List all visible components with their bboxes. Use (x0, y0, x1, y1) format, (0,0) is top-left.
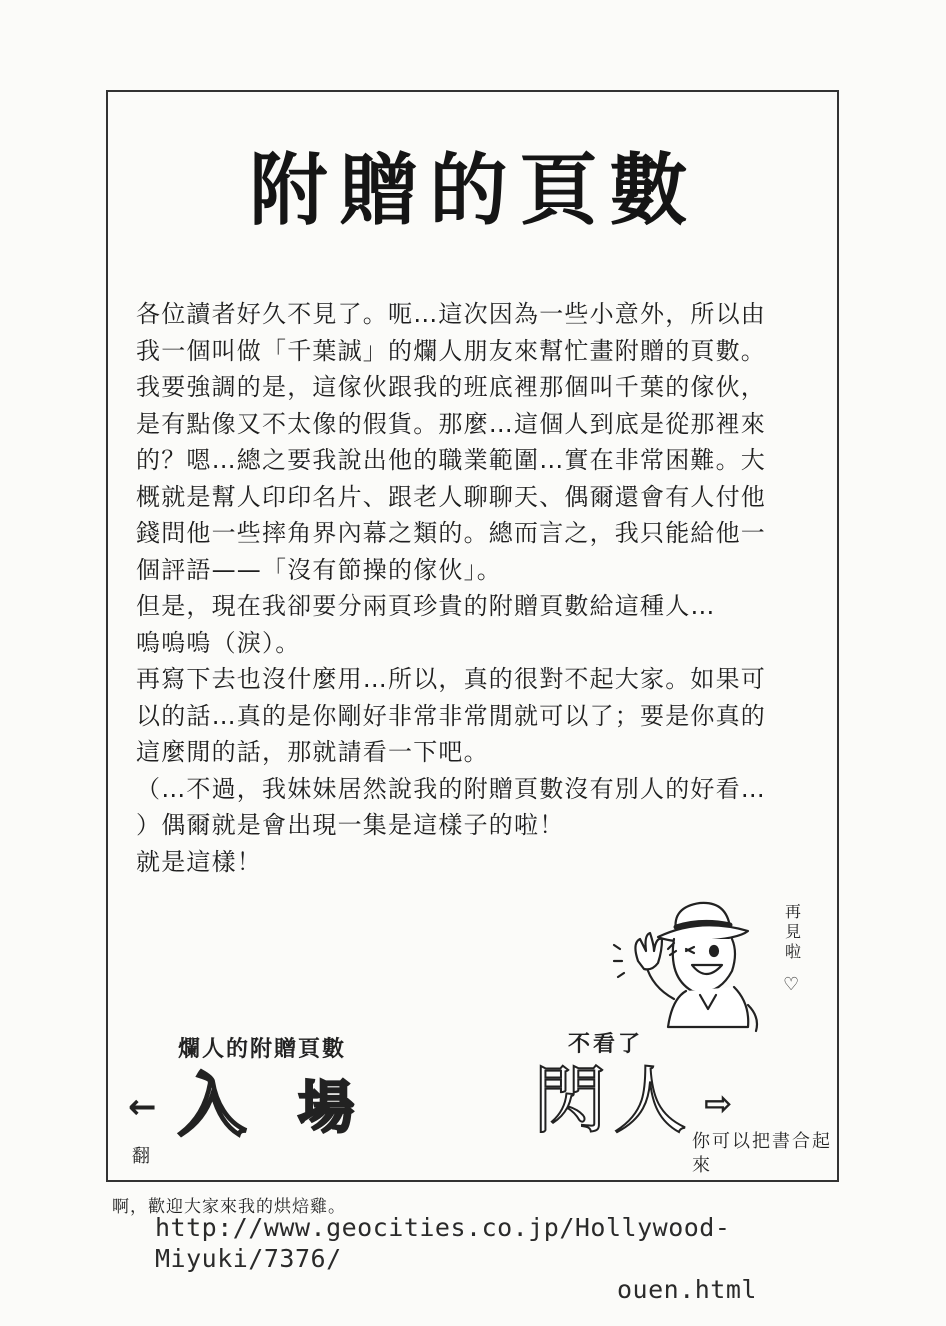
speech-char: 啦 (784, 942, 801, 961)
url-line-2[interactable]: ouen.html (617, 1275, 757, 1304)
url-line-1[interactable]: http://www.geocities.co.jp/Hollywood-Miyuki/7376/ (155, 1213, 731, 1273)
speech-char: 再 (784, 902, 801, 921)
body-line: 嗚嗚嗚（淚）。 (136, 628, 301, 657)
page-title: 附贈的頁數 (249, 145, 700, 236)
body-line: 我一個叫做「千葉誠」的爛人朋友來幫忙畫附贈的頁數。 (136, 336, 766, 365)
footer-note: 啊，歡迎大家來我的烘焙雞。 (112, 1197, 346, 1217)
speech-char: 見 (784, 922, 801, 941)
page-frame (106, 90, 839, 1182)
body-line: 各位讀者好久不見了。呃…這次因為一些小意外，所以由 (136, 300, 766, 328)
leave-option-char-2[interactable]: 人 (613, 1058, 687, 1144)
body-line: 以的話…真的是你剛好非常非常閒就可以了；要是你真的 (136, 701, 766, 730)
body-line: 這麼閒的話，那就請看一下吧。 (136, 738, 489, 766)
leave-caption: 不看了 (568, 1032, 644, 1057)
enter-caption: 爛人的附贈頁數 (178, 1037, 347, 1062)
heart-icon: ♡ (783, 974, 800, 995)
leave-option-char-1[interactable]: 閃 (533, 1058, 607, 1144)
speech-bubble-text (778, 902, 808, 962)
body-line: 錢問他一些摔角界內幕之類的。總而言之，我只能給他一 (136, 519, 766, 547)
body-line: 我要強調的是，這傢伙跟我的班底裡那個叫千葉的傢伙， (136, 373, 766, 401)
body-line: ）偶爾就是會出現一集是這樣子的啦！ (136, 811, 565, 839)
body-line: 但是，現在我卻要分兩頁珍貴的附贈頁數給這種人… (136, 592, 716, 620)
body-text (136, 296, 826, 880)
body-line: 再寫下去也沒什麼用…所以，真的很對不起大家。如果可 (136, 665, 766, 693)
close-book-note: 你可以把書合起來 (692, 1131, 832, 1176)
enter-option-char-1[interactable]: 入 (178, 1066, 247, 1146)
body-line: 個評語——「沒有節操的傢伙」。 (136, 555, 502, 584)
left-arrow-icon[interactable]: ← (128, 1087, 157, 1127)
enter-option-char-2[interactable]: 場 (298, 1075, 354, 1141)
website-url[interactable] (155, 1212, 795, 1305)
body-line: 概就是幫人印印名片、跟老人聊聊天、偶爾還會有人付他 (136, 482, 766, 511)
body-line: 就是這樣！ (136, 847, 262, 876)
flip-page-label: 翻 (132, 1146, 150, 1167)
right-arrow-icon[interactable]: ⇨ (704, 1084, 733, 1124)
body-line: （…不過，我妹妹居然說我的附贈頁數沒有別人的好看… (136, 774, 766, 803)
body-line: 的？嗯…總之要我說出他的職業範圍…實在非常困難。大 (136, 446, 766, 474)
body-line: 是有點像又不太像的假貨。那麼…這個人到底是從那裡來 (136, 409, 766, 438)
